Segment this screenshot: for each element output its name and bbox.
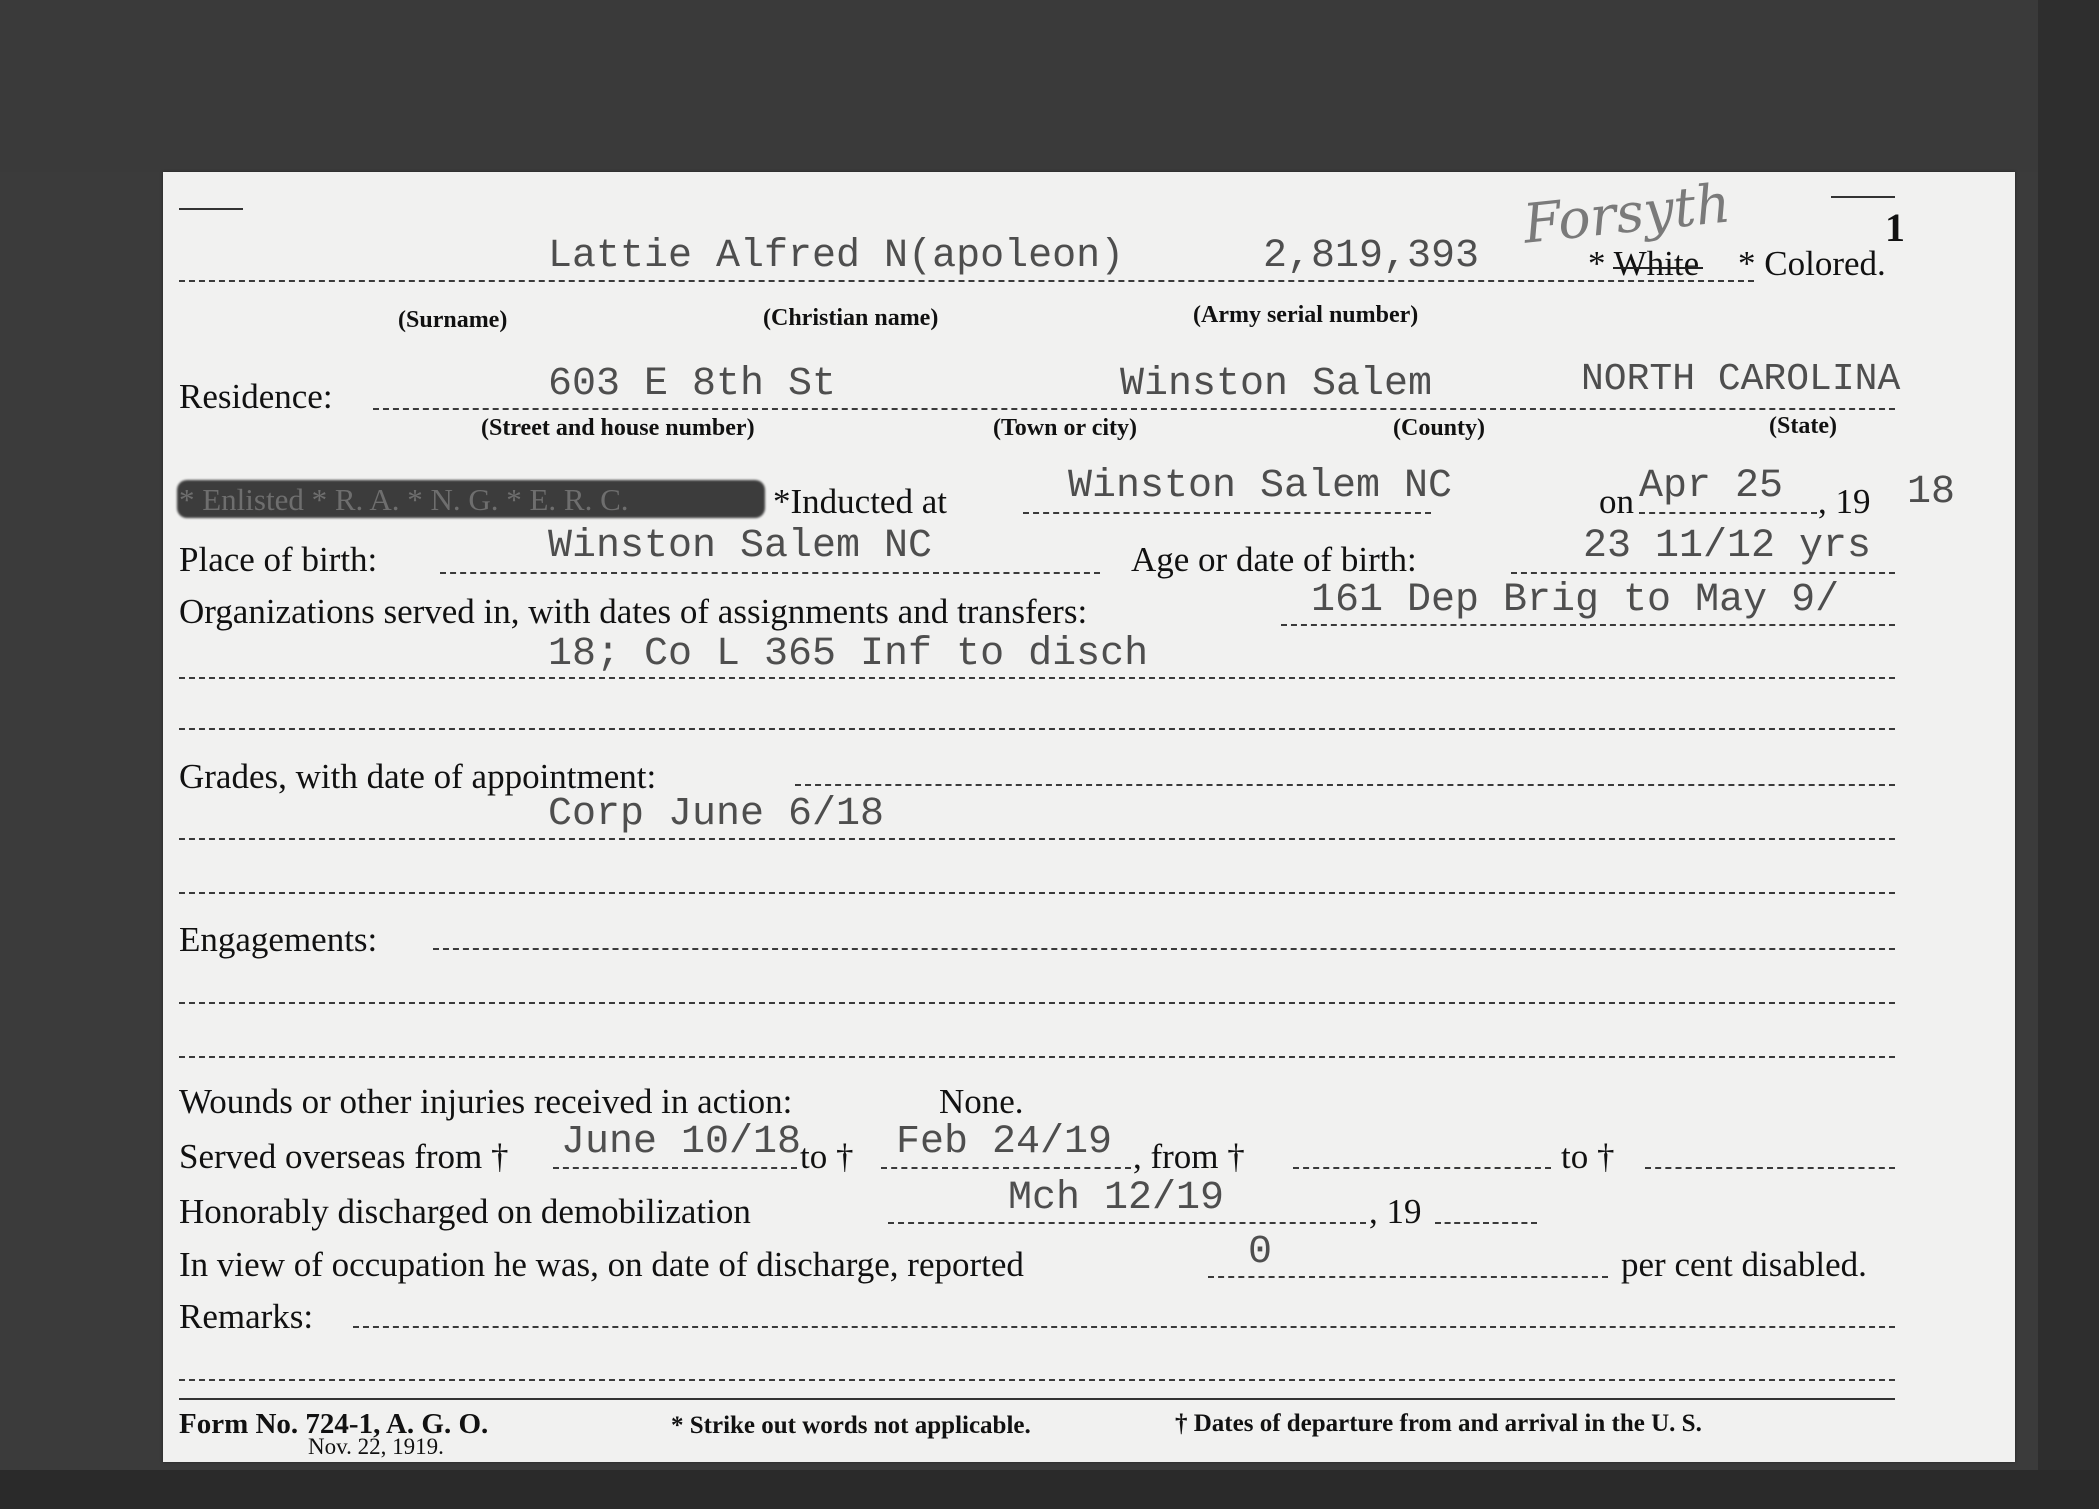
discharge-line	[888, 1222, 1366, 1224]
overseas-from-value: June 10/18	[561, 1120, 802, 1165]
grades-value: Corp June 6/18	[548, 792, 885, 837]
wounds-value: None.	[939, 1082, 1024, 1121]
overseas-label: Served overseas from †	[179, 1137, 509, 1176]
white-strike	[1613, 267, 1703, 269]
organizations-line-3	[179, 728, 1895, 730]
overseas-to-line-2	[1645, 1167, 1895, 1169]
engagements-line-1	[433, 948, 1895, 950]
engagements-line-2	[179, 1002, 1895, 1004]
grades-line-3	[179, 892, 1895, 894]
footer-rule	[179, 1398, 1895, 1400]
birth-place-label: Place of birth:	[179, 540, 378, 579]
induction-date-line	[1639, 512, 1817, 514]
grades-line-1	[795, 784, 1895, 786]
remarks-line-2	[179, 1379, 1895, 1381]
residence-street: 603 E 8th St	[548, 362, 837, 407]
organizations-value-2: 18; Co L 365 Inf to disch	[548, 632, 1149, 677]
induction-year: 18	[1907, 470, 1956, 515]
footnote-strike: * Strike out words not applicable.	[671, 1412, 1031, 1439]
overseas-from-line-2	[1293, 1167, 1551, 1169]
on-label: on	[1599, 482, 1634, 521]
overseas-to-label-2: to †	[1561, 1137, 1615, 1176]
organizations-line-2	[179, 677, 1895, 679]
birth-place-line	[440, 572, 1100, 574]
colored-label: * Colored.	[1738, 244, 1886, 283]
overseas-from-line	[553, 1167, 797, 1169]
discharge-year-line	[1435, 1222, 1537, 1224]
induction-date: Apr 25	[1639, 464, 1784, 509]
white-label: * White	[1588, 244, 1700, 283]
overseas-from-label-2: , from †	[1133, 1137, 1245, 1176]
corner-note: Forsyth	[1520, 171, 1734, 256]
street-caption: (Street and house number)	[481, 415, 755, 441]
inducted-label: *Inducted at	[773, 482, 947, 521]
grades-line-2	[179, 838, 1895, 840]
induction-place: Winston Salem NC	[1068, 464, 1453, 509]
engagements-label: Engagements:	[179, 920, 378, 959]
name-value: Lattie Alfred N(apoleon)	[548, 234, 1125, 279]
form-date: Nov. 22, 1919.	[308, 1434, 444, 1459]
organizations-value-1: 161 Dep Brig to May 9/	[1311, 578, 1840, 623]
background-bottom	[0, 1470, 2099, 1509]
organizations-line-1	[1281, 624, 1895, 626]
age-line	[1511, 572, 1895, 574]
remarks-label: Remarks:	[179, 1297, 314, 1336]
grades-label: Grades, with date of appointment:	[179, 757, 657, 796]
town-caption: (Town or city)	[993, 415, 1137, 441]
residence-town: Winston Salem	[1120, 362, 1433, 407]
struck-enlistment-text: * Enlisted * R. A. * N. G. * E. R. C.	[179, 482, 629, 517]
disability-value: 0	[1248, 1230, 1273, 1275]
christian-caption: (Christian name)	[763, 305, 939, 331]
residence-line	[373, 408, 1895, 410]
county-caption: (County)	[1393, 415, 1486, 441]
induction-place-line	[1023, 512, 1431, 514]
remarks-line-1	[353, 1326, 1895, 1328]
disability-suffix: per cent disabled.	[1621, 1245, 1867, 1284]
record-card	[163, 172, 2015, 1462]
overseas-to-label: to †	[800, 1137, 854, 1176]
organizations-label: Organizations served in, with dates of assignments and transfers:	[179, 592, 1088, 631]
serial-value: 2,819,393	[1263, 234, 1480, 279]
discharge-date: Mch 12/19	[1008, 1176, 1225, 1221]
overseas-to-line	[881, 1167, 1131, 1169]
top-right-rule	[1831, 196, 1895, 198]
age-value: 23 11/12 yrs	[1583, 524, 1872, 569]
background-right	[2038, 0, 2099, 1509]
disability-label: In view of occupation he was, on date of discharge, reported	[179, 1245, 1024, 1284]
discharge-year-label: , 19	[1369, 1192, 1422, 1231]
background-top	[0, 0, 2099, 172]
name-line	[179, 280, 1754, 282]
footnote-dates: † Dates of departure from and arrival in the U. S.	[1175, 1410, 1702, 1437]
wounds-label: Wounds or other injuries received in action:	[179, 1082, 793, 1121]
engagements-line-3	[179, 1056, 1895, 1058]
residence-label: Residence:	[179, 377, 333, 416]
overseas-to-value: Feb 24/19	[896, 1120, 1113, 1165]
serial-caption: (Army serial number)	[1193, 302, 1419, 328]
card-number: 1	[1885, 205, 1905, 250]
age-label: Age or date of birth:	[1131, 540, 1417, 579]
discharge-label: Honorably discharged on demobilization	[179, 1192, 751, 1231]
birth-place: Winston Salem NC	[548, 524, 933, 569]
top-left-rule	[179, 208, 243, 210]
surname-caption: (Surname)	[398, 307, 508, 333]
induction-year-prefix: , 19	[1818, 482, 1871, 521]
state-caption: (State)	[1769, 413, 1837, 439]
form-number: Form No. 724-1, A. G. O.	[179, 1408, 489, 1440]
disability-line	[1208, 1276, 1608, 1278]
residence-state: NORTH CAROLINA	[1581, 358, 1901, 401]
